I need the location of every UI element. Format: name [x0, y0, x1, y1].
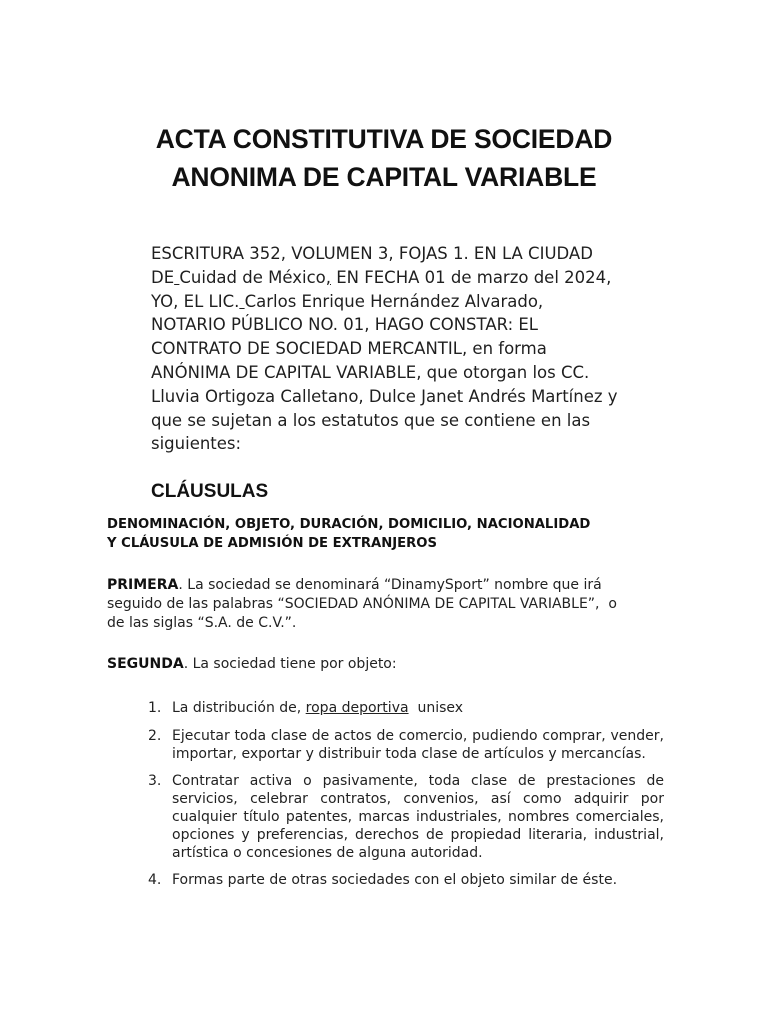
subheading-line-1: DENOMINACIÓN, OBJETO, DURACIÓN, DOMICILIO, NACIONALIDAD	[107, 517, 591, 532]
list-item	[148, 773, 664, 862]
document-title	[0, 120, 768, 196]
intro-line-2-a: DE	[151, 267, 175, 287]
intro-line-2-d: EN FECHA 01 de marzo del 2024,	[331, 267, 612, 287]
city-comma: ,	[325, 267, 331, 287]
list-item-number: 3.	[148, 773, 162, 790]
intro-line-9: siguientes:	[151, 434, 242, 454]
list-item	[148, 728, 664, 764]
intro-line-7: Lluvia Ortigoza Calletano, Dulce Janet Andrés Martínez y	[151, 386, 618, 406]
intro-line-4: NOTARIO PÚBLICO NO. 01, HAGO CONSTAR: EL	[151, 315, 538, 335]
list-item	[148, 872, 664, 890]
primera-line-1	[107, 576, 667, 595]
list-item-text	[172, 700, 664, 718]
list-item-text: Ejecutar toda clase de actos de comercio, pudiendo comprar, vender, importar, exportar y distribuir toda clase de artículos y mercancías.	[172, 727, 664, 762]
list-item-text: Contratar activa o pasivamente, toda clase de prestaciones de servicios, celebrar contratos, convenios, así como adquirir por cualquier título patentes, marcas industriales, nombres comerciales, opciones y preferencias, derechos de propiedad literaria, industrial, artística o concesiones de alguna autoridad.	[172, 773, 664, 861]
clausulas-heading: CLÁUSULAS	[151, 481, 269, 502]
intro-line-3-a: YO, EL LIC.	[151, 291, 240, 311]
intro-line-2	[151, 266, 671, 290]
section-subheading	[107, 515, 667, 553]
segunda-label: SEGUNDA	[107, 656, 184, 672]
item-1-underlined: ropa deportiva	[305, 700, 409, 716]
intro-paragraph	[151, 242, 671, 456]
objects-list	[148, 700, 664, 900]
intro-line-1: ESCRITURA 352, VOLUMEN 3, FOJAS 1. EN LA CIUDAD	[151, 244, 593, 263]
primera-line-1-rest: . La sociedad se denominará “DinamySport” nombre que irá	[178, 577, 602, 593]
list-item-number: 1.	[148, 700, 162, 716]
notary-name: Carlos Enrique Hernández Alvarado,	[244, 291, 544, 311]
primera-line-2: seguido de las palabras “SOCIEDAD ANÓNIMA DE CAPITAL VARIABLE”, o	[107, 596, 617, 612]
intro-line-6: ANÓNIMA DE CAPITAL VARIABLE, que otorgan los CC.	[151, 362, 590, 382]
segunda-rest: . La sociedad tiene por objeto:	[183, 656, 397, 672]
clause-segunda	[107, 655, 667, 674]
clause-primera	[107, 576, 667, 633]
primera-label: PRIMERA	[107, 577, 179, 593]
list-item-number: 2.	[148, 727, 162, 744]
item-1-text-c: unisex	[408, 700, 464, 716]
intro-line-5: CONTRATO DE SOCIEDAD MERCANTIL, en forma	[151, 339, 547, 359]
city-name: Cuidad de México	[179, 267, 326, 287]
item-1-text-a: La distribución de,	[172, 700, 306, 716]
title-line-2: ANONIMA DE CAPITAL VARIABLE	[171, 162, 597, 192]
intro-line-8: que se sujetan a los estatutos que se contiene en las	[151, 410, 591, 430]
list-item-number: 4.	[148, 872, 162, 889]
title-line-1: ACTA CONSTITUTIVA DE SOCIEDAD	[155, 124, 613, 154]
list-item-text: Formas parte de otras sociedades con el objeto similar de éste.	[172, 872, 618, 889]
list-item	[148, 700, 664, 718]
intro-line-3	[151, 290, 671, 314]
subheading-line-2: Y CLÁUSULA DE ADMISIÓN DE EXTRANJEROS	[107, 536, 438, 551]
primera-line-3: de las siglas “S.A. de C.V.”.	[107, 615, 297, 631]
